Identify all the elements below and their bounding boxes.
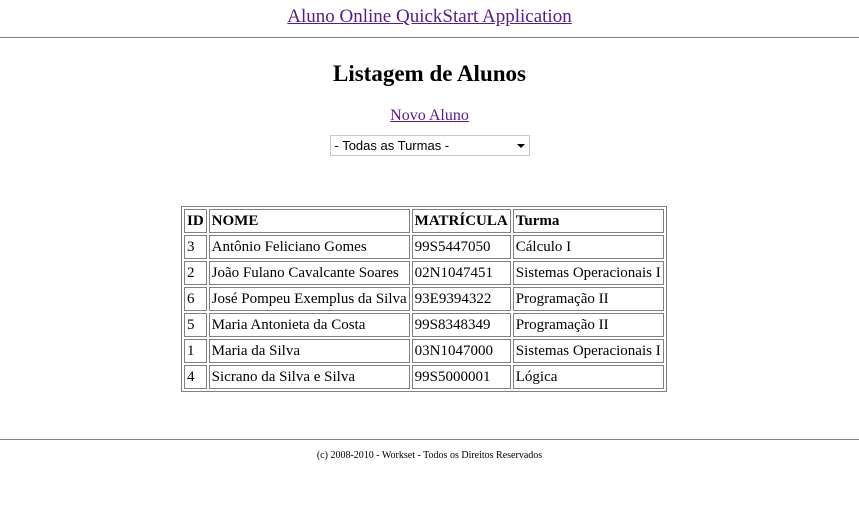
- cell-matricula: 93E9394322: [412, 287, 511, 311]
- table-row: [184, 261, 664, 285]
- cell-nome: João Fulano Cavalcante Soares: [209, 261, 410, 285]
- app-title-link[interactable]: Aluno Online QuickStart Application: [287, 6, 572, 27]
- table-row: [184, 365, 664, 389]
- cell-id: 2: [184, 261, 207, 285]
- cell-turma: Sistemas Operacionais I: [513, 261, 664, 285]
- cell-id: 1: [184, 339, 207, 363]
- class-filter-wrap: [0, 135, 859, 157]
- cell-matricula: 02N1047451: [412, 261, 511, 285]
- cell-nome: Sicrano da Silva e Silva: [209, 365, 410, 389]
- new-student-link[interactable]: Novo Aluno: [390, 107, 469, 124]
- cell-turma: Programação II: [513, 287, 664, 311]
- cell-id: 3: [184, 235, 207, 259]
- students-table: [181, 206, 667, 392]
- cell-turma: Lógica: [513, 365, 664, 389]
- column-header-turma: Turma: [513, 209, 664, 233]
- page-title: Listagem de Alunos: [333, 61, 526, 86]
- cell-matricula: 99S5000001: [412, 365, 511, 389]
- cell-matricula: 99S8348349: [412, 313, 511, 337]
- chevron-down-icon: [517, 144, 525, 148]
- column-header-matricula: MATRÍCULA: [412, 209, 511, 233]
- cell-nome: Antônio Feliciano Gomes: [209, 235, 410, 259]
- cell-matricula: 03N1047000: [412, 339, 511, 363]
- table-row: [184, 287, 664, 311]
- column-header-nome: NOME: [209, 209, 410, 233]
- students-table-wrap: [181, 206, 667, 392]
- cell-id: 6: [184, 287, 207, 311]
- cell-matricula: 99S5447050: [412, 235, 511, 259]
- table-row: [184, 235, 664, 259]
- page-header: [0, 0, 859, 38]
- class-filter-value: - Todas as Turmas -: [334, 138, 450, 153]
- footer-copyright: (c) 2008-2010 - Workset - Todos os Direitos Reservados: [316, 450, 543, 461]
- column-header-id: ID: [184, 209, 207, 233]
- new-student-link-wrap: [0, 106, 859, 126]
- cell-nome: Maria da Silva: [209, 339, 410, 363]
- cell-turma: Programação II: [513, 313, 664, 337]
- cell-id: 4: [184, 365, 207, 389]
- table-header-row: [184, 209, 664, 233]
- cell-nome: José Pompeu Exemplus da Silva: [209, 287, 410, 311]
- cell-turma: Cálculo I: [513, 235, 664, 259]
- table-row: [184, 339, 664, 363]
- cell-nome: Maria Antonieta da Costa: [209, 313, 410, 337]
- cell-id: 5: [184, 313, 207, 337]
- table-row: [184, 313, 664, 337]
- cell-turma: Sistemas Operacionais I: [513, 339, 664, 363]
- class-filter-select[interactable]: [330, 135, 530, 156]
- footer-divider: [0, 439, 859, 440]
